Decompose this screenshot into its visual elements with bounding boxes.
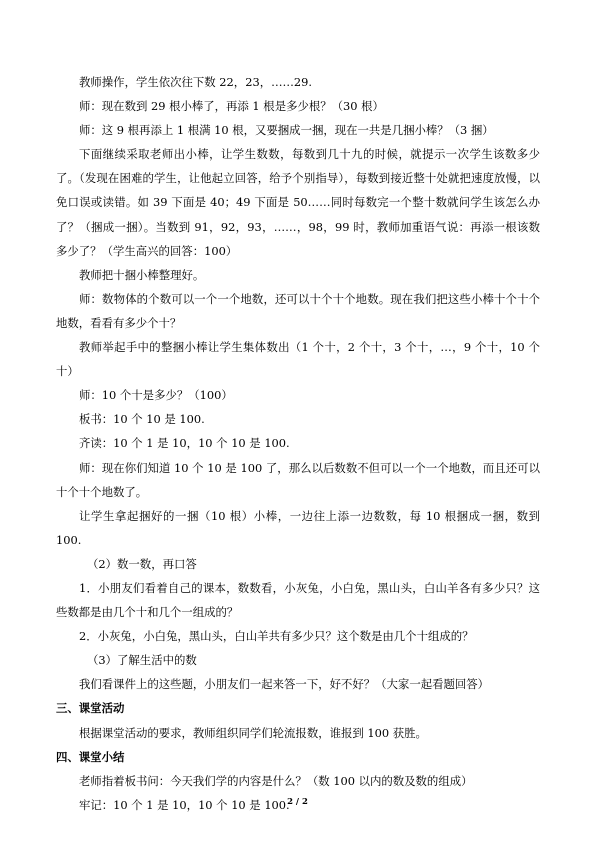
paragraph: 教师操作，学生依次往下数 22，23，……29.: [79, 75, 312, 89]
paragraph: 板书：10 个 10 是 100.: [79, 412, 205, 427]
paragraph: 教师举起手中的整捆小棒让学生集体数出（1 个十，2 个十，3 个十，…，9 个十，10 个十）: [56, 340, 540, 379]
paragraph: 师：这 9 根再添上 1 根满 10 根，又要捆成一捆，现在一共是几捆小棒？（3 捆）: [79, 123, 494, 138]
paragraph: 根据课堂活动的要求，教师组织同学们轮流报数，谁报到 100 获胜。: [79, 725, 427, 740]
paragraph: 师：数物体的个数可以一个一个地数，还可以十个十个地数。现在我们把这些小棒十个十个地数，看看有多少个十？: [56, 291, 540, 330]
subsection-heading: （2）数一数，再口答: [87, 556, 197, 571]
page-number: 2 / 2: [287, 797, 308, 807]
paragraph: 2．小灰兔，小白兔，黑山头，白山羊共有多少只？这个数是由几个十组成的？: [79, 629, 474, 644]
paragraph: 1．小朋友们看着自己的课本，数数看，小灰兔，小白兔，黑山头，白山羊各有多少只？这些数都是由几个十和几个一组成的？: [56, 580, 540, 620]
section-heading: 三、课堂活动: [56, 701, 125, 716]
paragraph: 牢记：10 个 1 是 10，10 个 10 是 100.: [79, 797, 290, 812]
paragraph: 教师把十捆小棒整理好。: [79, 267, 205, 282]
document-body: [56, 70, 540, 817]
paragraph: 师：10 个十是多少？（100）: [79, 388, 233, 403]
paragraph: 老师指着板书问：今天我们学的内容是什么？（数 100 以内的数及数的组成）: [79, 773, 473, 788]
paragraph: 师：现在数到 29 根小棒了，再添 1 根是多少根？（30 根）: [79, 99, 384, 114]
paragraph: 我们看课件上的这些题，小朋友们一起来答一下，好不好？（大家一起看题回答）: [79, 677, 490, 692]
paragraph: 让学生拿起捆好的一捆（10 根）小棒，一边往上添一边数数，每 10 根捆成一捆，数到 100.: [56, 508, 540, 547]
paragraph: 齐读：10 个 1 是 10，10 个 10 是 100.: [79, 436, 290, 451]
subsection-heading: （3）了解生活中的数: [87, 653, 197, 668]
paragraph: 师：现在你们知道 10 个 10 是 100 了，那么以后数数不但可以一个一个地数，而且还可以十个十个地数了。: [56, 460, 540, 499]
section-heading: 四、课堂小结: [56, 749, 125, 764]
paragraph: 下面继续采取老师出小棒，让学生数数，每数到几十九的时候，就提示一次学生该数多少了。（发现在困难的学生，让他起立回答，给予个别指导），每数到接近整十处就把速度放慢，以免口误或读错。如 39 下面是 40；49 下面是 50……同时每数完一个整十数就问学生该怎么办了？（捆成一捆）。当数到 91，92，93，……，98，99 时，教师加重语气说：再添一根该数多少了？（学生高兴的回答：100）: [56, 147, 540, 258]
